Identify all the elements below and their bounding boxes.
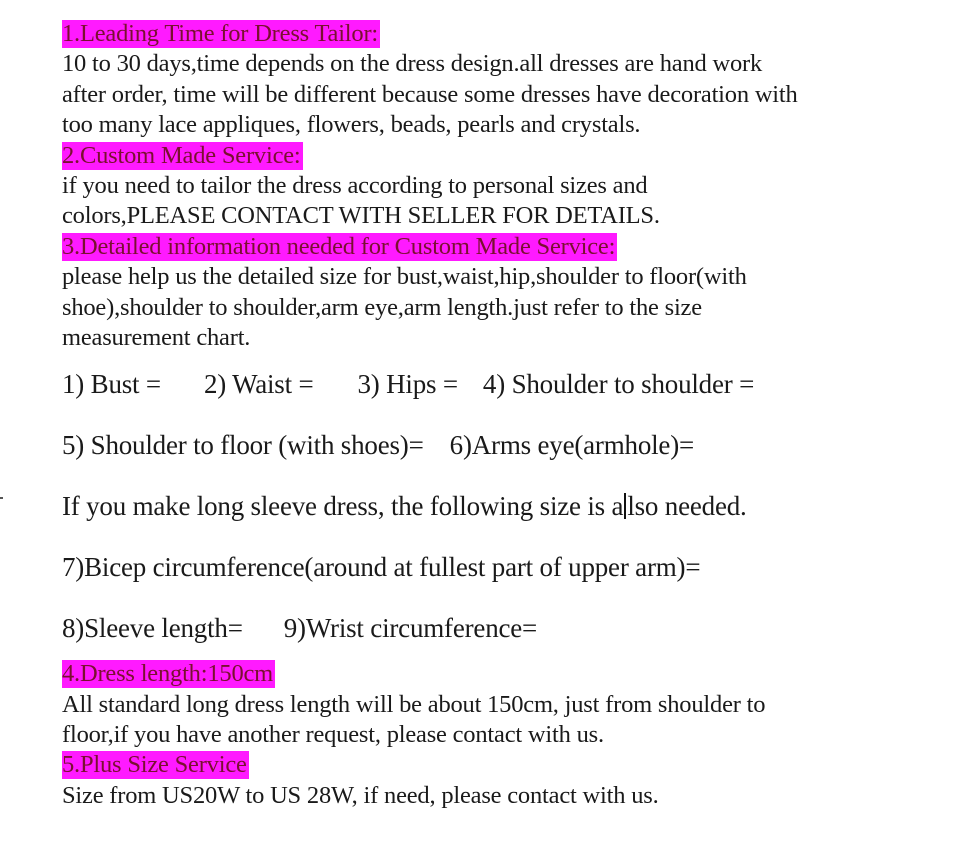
measurement-row-1 (62, 369, 942, 399)
section-4 (62, 659, 942, 689)
note-text-part2: lso needed. (627, 491, 747, 522)
measure-waist: 2) Waist = (203, 369, 314, 400)
measure-armhole: 6)Arms eye(armhole)= (449, 430, 695, 461)
text-cursor (624, 493, 626, 519)
measure-shoulder-to-shoulder: 4) Shoulder to shoulder = (482, 369, 755, 400)
note-text-part1: If you make long sleeve dress, the following size is a (62, 491, 624, 522)
margin-mark (0, 497, 3, 499)
paragraph-line: after order, time will be different because some dresses have decoration with (62, 80, 798, 108)
heading-dress-length: 4.Dress length:150cm (62, 660, 274, 688)
measurement-row-2 (62, 430, 942, 460)
paragraph-line: All standard long dress length will be about 150cm, just from shoulder to (62, 690, 766, 718)
paragraph-line: colors,PLEASE CONTACT WITH SELLER FOR DETAILS. (62, 202, 660, 230)
section-3 (62, 232, 942, 262)
section-2 (62, 141, 942, 171)
paragraph-line: too many lace appliques, flowers, beads, pearls and crystals. (62, 111, 641, 139)
paragraph-line: measurement chart. (62, 323, 251, 351)
measure-hips: 3) Hips = (357, 369, 458, 400)
paragraph-line: 10 to 30 days,time depends on the dress design.all dresses are hand work (62, 50, 763, 78)
heading-leading-time: 1.Leading Time for Dress Tailor: (62, 20, 379, 47)
paragraph-line: floor,if you have another request, please contact with us. (62, 721, 604, 749)
paragraph-line: Size from US20W to US 28W, if need, please contact with us. (62, 781, 659, 809)
measure-wrist: 9)Wrist circumference= (283, 613, 538, 644)
measure-bicep: 7)Bicep circumference(around at fullest part of upper arm)= (62, 552, 701, 583)
heading-detailed-info: 3.Detailed information needed for Custom Made Service: (62, 232, 616, 260)
paragraph-line: shoe),shoulder to shoulder,arm eye,arm length.just refer to the size (62, 293, 702, 321)
document-body (62, 19, 942, 811)
section-5 (62, 750, 942, 780)
paragraph-line: if you need to tailor the dress according to personal sizes and (62, 171, 648, 199)
heading-plus-size: 5.Plus Size Service (62, 751, 247, 779)
section-1 (62, 19, 942, 49)
heading-custom-made: 2.Custom Made Service: (62, 141, 301, 169)
paragraph-line: please help us the detailed size for bust,waist,hip,shoulder to floor(with (62, 263, 747, 291)
measure-sleeve-length: 8)Sleeve length= (62, 613, 243, 644)
measurement-row-3 (62, 613, 942, 643)
measure-shoulder-to-floor: 5) Shoulder to floor (with shoes)= (62, 430, 424, 461)
long-sleeve-note (62, 491, 942, 521)
measure-bust: 1) Bust = (62, 369, 161, 400)
